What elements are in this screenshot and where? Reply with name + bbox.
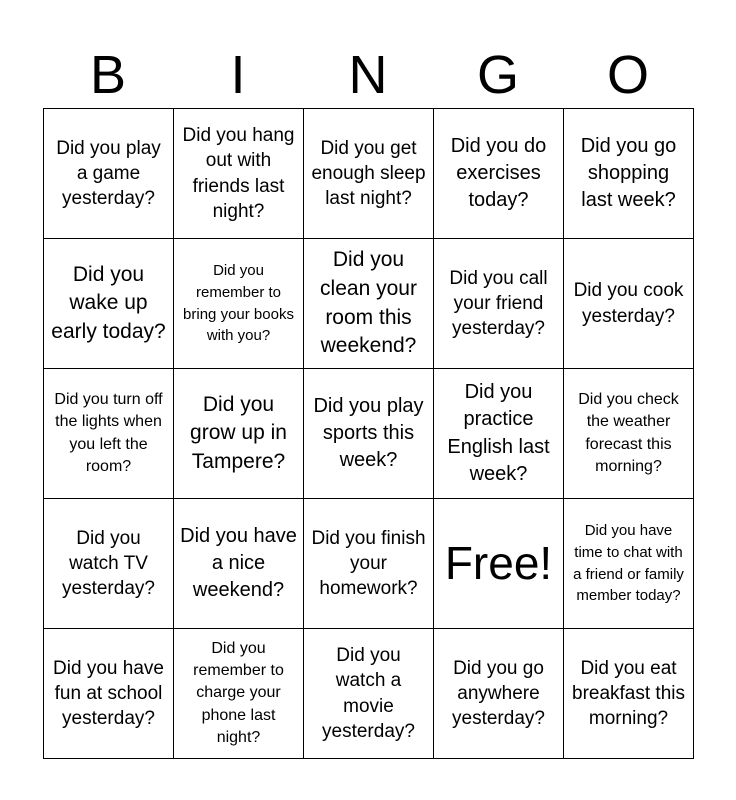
bingo-square[interactable] (434, 239, 564, 369)
bingo-square[interactable] (44, 629, 174, 759)
square-text: Did you watch a movie yesterday? (322, 645, 415, 742)
card-row (44, 499, 694, 629)
square-text: Did you cook yesterday? (573, 280, 684, 327)
bingo-square[interactable] (564, 499, 694, 629)
bingo-square[interactable] (564, 629, 694, 759)
square-text: Did you watch TV yesterday? (62, 527, 155, 600)
bingo-square[interactable] (434, 109, 564, 239)
square-text: Did you have fun at school yesterday? (53, 657, 164, 730)
bingo-square[interactable] (44, 499, 174, 629)
bingo-square[interactable] (174, 369, 304, 499)
square-text: Did you wake up early today? (51, 262, 166, 343)
bingo-square[interactable] (304, 369, 434, 499)
card-row (44, 109, 694, 239)
bingo-square[interactable] (564, 109, 694, 239)
header-letter-g: G (476, 45, 519, 105)
bingo-square[interactable] (564, 239, 694, 369)
bingo-square[interactable] (304, 499, 434, 629)
bingo-square[interactable] (564, 369, 694, 499)
square-text: Did you play a game yesterday? (56, 137, 161, 210)
bingo-square[interactable] (174, 629, 304, 759)
bingo-square[interactable] (304, 629, 434, 759)
square-text: Did you grow up in Tampere? (190, 392, 287, 473)
square-text: Did you clean your room this weekend? (320, 248, 417, 358)
bingo-square[interactable] (174, 109, 304, 239)
square-text: Did you do exercises today? (450, 134, 547, 212)
bingo-square[interactable] (304, 239, 434, 369)
bingo-header (43, 44, 693, 106)
square-text: Did you get enough sleep last night? (311, 137, 426, 210)
card-row (44, 369, 694, 499)
bingo-square[interactable] (44, 239, 174, 369)
square-text: Did you turn off the lights when you left the room? (54, 390, 163, 475)
square-text: Did you remember to bring your books with you? (183, 262, 294, 345)
square-text: Did you check the weather forecast this morning? (578, 390, 679, 475)
square-text: Did you call your friend yesterday? (449, 267, 548, 340)
bingo-square[interactable] (304, 109, 434, 239)
bingo-square[interactable] (434, 629, 564, 759)
square-text: Did you play sports this week? (313, 394, 424, 472)
card-row (44, 239, 694, 369)
bingo-square[interactable] (174, 239, 304, 369)
bingo-square[interactable] (44, 109, 174, 239)
square-text: Did you have time to chat with a friend or family member today? (573, 522, 684, 605)
bingo-card (43, 108, 694, 759)
square-text: Did you go anywhere yesterday? (452, 657, 545, 730)
free-square[interactable] (434, 499, 564, 629)
square-text: Did you finish your homework? (311, 527, 426, 600)
header-letter-b: B (89, 45, 127, 105)
header-letter-o: O (606, 45, 649, 105)
square-text: Did you remember to charge your phone last night? (193, 639, 284, 747)
free-text: Free! (444, 537, 553, 590)
card-row (44, 629, 694, 759)
bingo-square[interactable] (44, 369, 174, 499)
square-text: Did you practice English last week? (447, 381, 550, 485)
bingo-square[interactable] (434, 369, 564, 499)
bingo-square[interactable] (174, 499, 304, 629)
square-text: Did you have a nice weekend? (180, 524, 297, 602)
square-text: Did you eat breakfast this morning? (572, 657, 685, 730)
square-text: Did you go shopping last week? (580, 134, 677, 212)
header-letter-i: I (230, 45, 246, 105)
square-text: Did you hang out with friends last night? (182, 125, 295, 222)
header-letter-n: N (348, 45, 388, 105)
